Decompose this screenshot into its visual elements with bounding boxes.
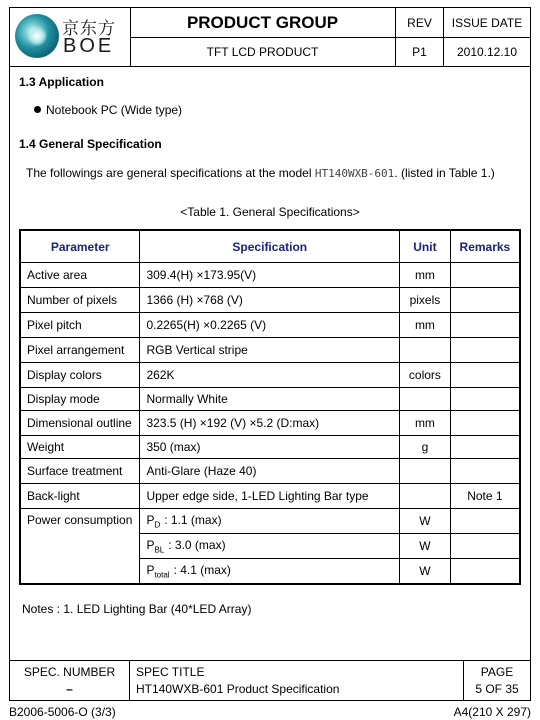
unit-cell [400,388,451,411]
specification-cell: 262K [140,363,400,388]
specification-cell [140,559,400,585]
remarks-cell [450,263,520,288]
page-cell [464,661,530,701]
power-value: : 3.0 (max) [168,537,226,552]
bullet-icon [34,106,41,113]
logo-english-text: BOE [63,35,115,57]
table-row [20,411,520,436]
general-spec-table [19,229,521,585]
table-body [20,263,520,585]
spec-intro [26,166,495,180]
specification-cell: 350 (max) [140,436,400,459]
specification-cell: 1366 (H) ×768 (V) [140,288,400,313]
issue-date-label: ISSUE DATE [443,8,530,38]
specification-cell: Normally White [140,388,400,411]
table-row [20,388,520,411]
power-subscript: BL [154,545,165,555]
specification-cell: RGB Vertical stripe [140,338,400,363]
remarks-cell [450,288,520,313]
unit-cell [400,338,451,363]
unit-cell: pixels [400,288,451,313]
model-name: HT140WXB-601 [314,167,395,180]
remarks-cell [450,559,520,585]
logo-chinese-text: 京东方 [62,19,116,38]
rev-value: P1 [395,38,443,66]
table-row [20,436,520,459]
page-label: PAGE [480,665,514,679]
parameter-cell: Display colors [20,363,140,388]
form-number: B2006-5006-O (3/3) [9,705,116,719]
section-1-3-title: 1.3 Application [19,75,104,89]
table-caption: <Table 1. General Specifications> [180,205,360,219]
specification-cell [140,509,400,534]
spec-number-label: SPEC. NUMBER [23,665,116,679]
table-row [20,263,520,288]
spec-title-value: HT140WXB-601 Product Specification [136,682,340,696]
table-row [20,459,520,484]
product-group-title: PRODUCT GROUP [130,8,395,38]
remarks-cell [450,509,520,534]
table-row [20,338,520,363]
paper-size: A4(210 X 297) [453,705,531,719]
boe-logo [10,8,131,66]
parameter-cell: Pixel arrangement [20,338,140,363]
power-symbol: P [146,562,155,577]
parameter-cell: Number of pixels [20,288,140,313]
remarks-cell: Note 1 [450,484,520,509]
power-subscript: total [154,570,170,580]
table-row [20,363,520,388]
unit-cell: W [400,559,451,585]
specification-cell: 309.4(H) ×173.95(V) [140,263,400,288]
unit-cell: W [400,509,451,534]
remarks-cell [450,313,520,338]
unit-cell [400,484,451,509]
spec-intro-text: The followings are general specifications at the model [26,166,315,180]
unit-cell: W [400,534,451,559]
parameter-cell: Surface treatment [20,459,140,484]
specification-cell [140,534,400,559]
spec-title-label: SPEC TITLE [136,665,205,679]
unit-cell: colors [400,363,451,388]
specification-cell: Upper edge side, 1-LED Lighting Bar type [140,484,400,509]
specification-cell: 323.5 (H) ×192 (V) ×5.2 (D:max) [140,411,400,436]
power-value: : 1.1 (max) [164,512,222,527]
boe-logo-icon [15,14,59,58]
parameter-cell: Power consumption [20,509,140,585]
table-row [20,509,520,534]
unit-cell: mm [400,411,451,436]
issue-date-value: 2010.12.10 [443,38,530,66]
parameter-cell: Pixel pitch [20,313,140,338]
application-item: Notebook PC (Wide type) [46,103,183,117]
table-row [20,484,520,509]
power-value: : 4.1 (max) [173,562,231,577]
remarks-cell [450,459,520,484]
parameter-cell: Active area [20,263,140,288]
notes: Notes : 1. LED Lighting Bar (40*LED Array) [22,602,252,616]
spec-title-cell [130,661,464,701]
document-footer [10,660,530,701]
parameter-cell: Back-light [20,484,140,509]
parameter-cell: Dimensional outline [20,411,140,436]
power-symbol: P [146,537,155,552]
table-row [20,288,520,313]
unit-cell: mm [400,263,451,288]
spec-intro-suffix: . (listed in Table 1.) [394,166,495,180]
header-unit: Unit [400,230,451,263]
header-remarks: Remarks [450,230,520,263]
remarks-cell [450,363,520,388]
parameter-cell: Weight [20,436,140,459]
unit-cell [400,459,451,484]
power-subscript: D [154,520,161,530]
parameter-cell: Display mode [20,388,140,411]
remarks-cell [450,411,520,436]
table-row [20,313,520,338]
rev-label: REV [395,8,443,38]
document-header [10,8,530,67]
section-1-4-title: 1.4 General Specification [19,137,162,151]
unit-cell: g [400,436,451,459]
remarks-cell [450,338,520,363]
header-parameter: Parameter [20,230,140,263]
spec-number-cell [10,661,130,701]
specification-cell: Anti-Glare (Haze 40) [140,459,400,484]
unit-cell: mm [400,313,451,338]
spec-number-value: – [66,682,73,696]
application-bullet [34,103,182,117]
product-name: TFT LCD PRODUCT [206,45,319,59]
table-header-row [20,230,520,263]
remarks-cell [450,388,520,411]
header-specification: Specification [140,230,400,263]
remarks-cell [450,534,520,559]
power-symbol: P [146,512,155,527]
specification-cell: 0.2265(H) ×0.2265 (V) [140,313,400,338]
page-value: 5 OF 35 [475,682,519,696]
remarks-cell [450,436,520,459]
